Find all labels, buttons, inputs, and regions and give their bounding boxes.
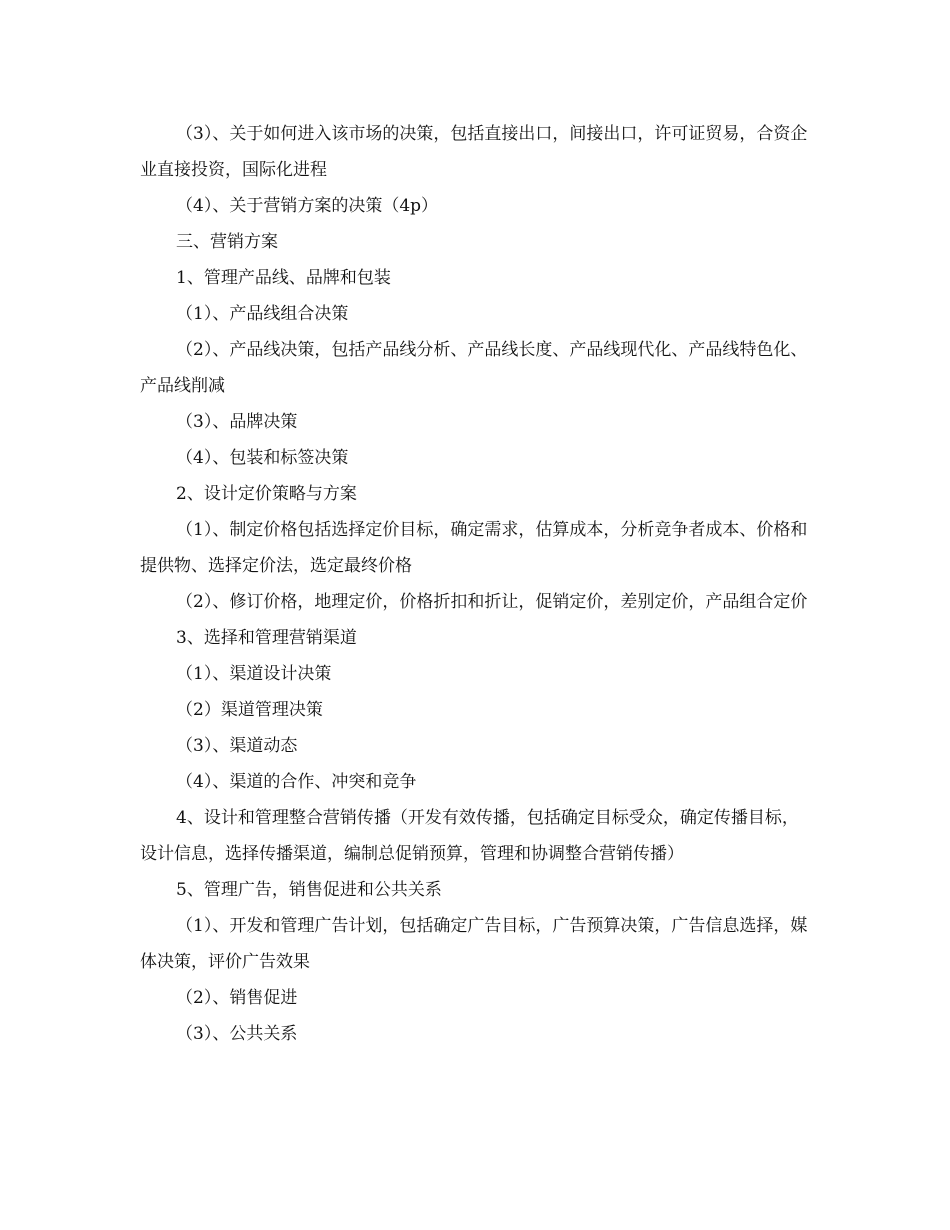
paragraph-marketing-program-decision: （4）、关于营销方案的决策（4p） (176, 196, 439, 216)
paragraph-market-entry: （3）、关于如何进入该市场的决策，包括直接出口，间接出口，许可证贸易，合资企业直接投资，国际化进程 (140, 124, 808, 180)
subheading-marketing-channels: 3、选择和管理营销渠道 (176, 628, 357, 648)
list-item: （3）、品牌决策 (176, 412, 298, 432)
list-item: （1）、制定价格包括选择定价目标，确定需求，估算成本，分析竞争者成本、价格和提供物、选择定价法，选定最终价格 (140, 520, 808, 576)
section-heading-marketing-program: 三、营销方案 (176, 232, 278, 252)
list-item: （1）、产品线组合决策 (176, 304, 349, 324)
list-item: （4）、包装和标签决策 (176, 448, 349, 468)
document-body (140, 116, 810, 1052)
list-item: （3）、渠道动态 (176, 736, 298, 756)
list-item: （2）渠道管理决策 (176, 700, 323, 720)
subheading-integrated-marketing-communication: 4、设计和管理整合营销传播（开发有效传播，包括确定目标受众，确定传播目标，设计信息，选择传播渠道，编制总促销预算，管理和协调整合营销传播） (140, 808, 799, 864)
list-item: （4）、渠道的合作、冲突和竞争 (176, 772, 417, 792)
subheading-advertising-promotion-pr: 5、管理广告，销售促进和公共关系 (176, 880, 442, 900)
list-item: （3）、公共关系 (176, 1024, 298, 1044)
list-item: （2）、产品线决策，包括产品线分析、产品线长度、产品线现代化、产品线特色化、产品线削减 (140, 340, 808, 396)
list-item: （2）、销售促进 (176, 988, 298, 1008)
list-item: （1）、开发和管理广告计划，包括确定广告目标，广告预算决策，广告信息选择，媒体决策，评价广告效果 (140, 916, 808, 972)
subheading-product-line-brand-packaging: 1、管理产品线、品牌和包装 (176, 268, 391, 288)
subheading-pricing-strategy: 2、设计定价策略与方案 (176, 484, 357, 504)
list-item: （1）、渠道设计决策 (176, 664, 332, 684)
list-item: （2）、修订价格，地理定价，价格折扣和折让，促销定价，差别定价，产品组合定价 (176, 592, 808, 612)
